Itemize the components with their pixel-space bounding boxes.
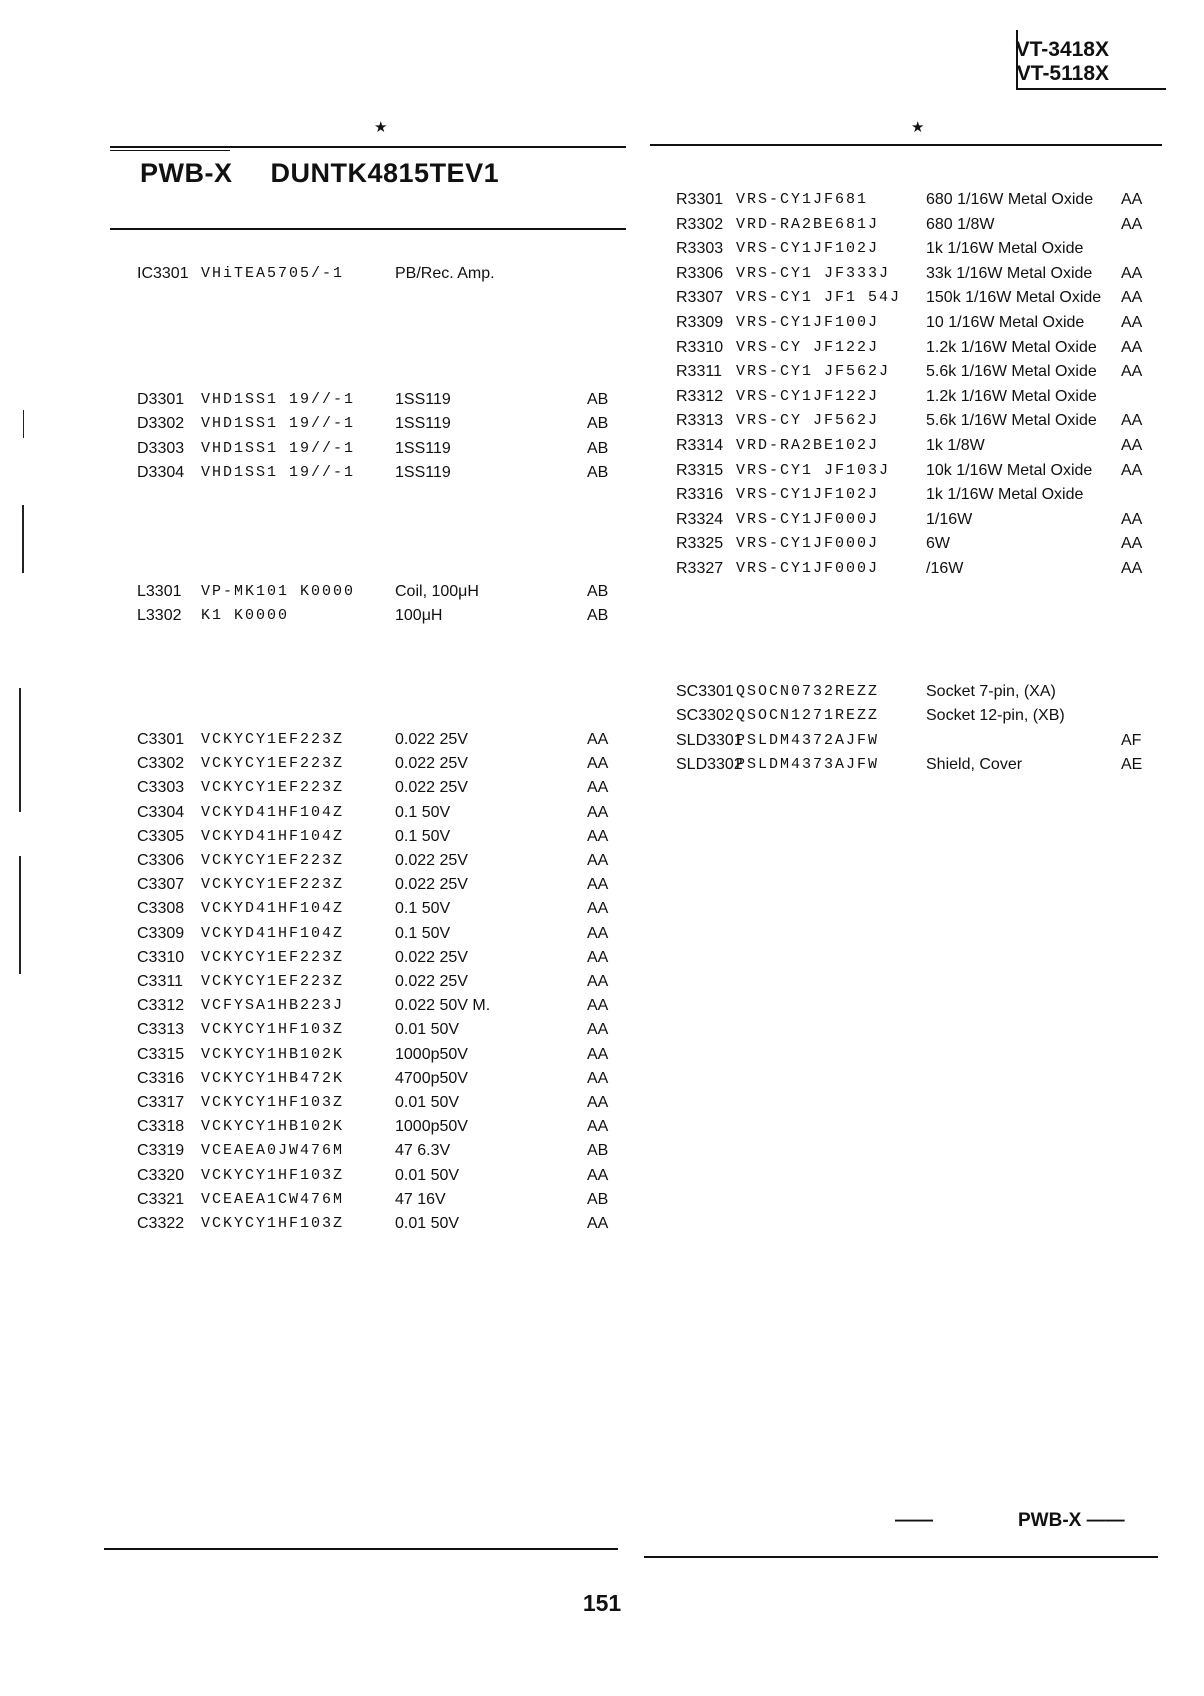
part-code: VHD1SS1 19//-1 <box>201 463 356 481</box>
part-code: VRS-CY1 JF103J <box>736 461 891 479</box>
part-price-rank: AB <box>587 583 609 600</box>
part-ref: R3302 <box>676 215 724 233</box>
page-number: 151 <box>582 1590 622 1616</box>
part-description: 0.1 50V <box>395 803 451 821</box>
part-code: VRD-RA2BE681J <box>736 215 880 233</box>
part-price-rank: AA <box>1121 363 1143 381</box>
part-description: 0.01 50V <box>395 1021 460 1039</box>
part-code: VRS-CY1JF102J <box>736 240 880 258</box>
part-code: VRS-CY1 JF1 54J <box>736 289 902 307</box>
part-code: VHD1SS1 19//-1 <box>201 439 356 457</box>
part-ref: C3305 <box>137 827 185 845</box>
part-ref: C3315 <box>137 1045 185 1063</box>
part-code: VCKYCY1HF103Z <box>201 1215 345 1232</box>
part-code: QSOCN0732REZZ <box>736 683 880 700</box>
part-ref: D3304 <box>137 463 185 481</box>
part-description: 0.022 25V <box>395 973 468 990</box>
part-ref: D3303 <box>137 439 185 457</box>
part-ref: R3312 <box>676 387 724 405</box>
part-code: VHD1SS1 19//-1 <box>201 415 356 433</box>
part-price-rank: AA <box>1121 338 1143 356</box>
footer-left-rule <box>104 1548 618 1550</box>
part-description: 0.1 50V <box>395 900 451 918</box>
part-price-rank: AA <box>587 924 609 942</box>
part-code: VCKYCY1HF103Z <box>201 1094 345 1111</box>
part-ref: L3301 <box>137 583 182 600</box>
left-column-top-rule <box>110 146 626 148</box>
left-column-top-rule-short <box>110 150 230 151</box>
part-price-rank: AA <box>587 779 609 797</box>
part-description: 5.6k 1/16W Metal Oxide <box>926 412 1097 430</box>
part-ref: C3304 <box>137 803 185 821</box>
part-description: 1k 1/8W <box>926 437 985 454</box>
part-code: VCKYCY1EF223Z <box>201 852 345 869</box>
model-number-1: VT-3418X <box>1015 38 1109 61</box>
part-price-rank: AA <box>587 1215 609 1232</box>
part-description: 4700p50V <box>395 1069 468 1087</box>
part-price-rank: AA <box>1121 412 1143 430</box>
part-code: VCKYD41HF104Z <box>201 827 345 845</box>
part-code: VCKYCY1HB102K <box>201 1045 345 1063</box>
part-description: Socket 7-pin, (XA) <box>926 683 1056 700</box>
part-code: VCKYD41HF104Z <box>201 900 345 918</box>
part-ref: C3318 <box>137 1118 185 1136</box>
part-price-rank: AA <box>1121 314 1143 331</box>
part-ref: SC3302 <box>676 707 734 725</box>
part-code: PSLDM4373AJFW <box>736 756 880 774</box>
part-code: K1 K0000 <box>201 607 290 625</box>
part-ref: C3303 <box>137 779 185 797</box>
part-price-rank: AA <box>1121 510 1143 528</box>
part-code: VRS-CY1JF681 <box>736 191 869 208</box>
part-description: 680 1/16W Metal Oxide <box>926 191 1094 208</box>
footer-right-rule <box>644 1556 1158 1558</box>
part-code: VHD1SS1 19//-1 <box>201 391 356 408</box>
part-description: 680 1/8W <box>926 215 995 233</box>
part-price-rank: AB <box>587 415 609 433</box>
part-price-rank: AA <box>587 973 609 990</box>
part-ref: R3307 <box>676 289 724 307</box>
part-ref: C3311 <box>137 973 183 990</box>
part-description: Coil, 100μH <box>395 583 479 600</box>
pwb-label: PWB-X <box>140 158 233 188</box>
part-ref: C3320 <box>137 1166 185 1184</box>
part-description: 0.022 25V <box>395 731 468 748</box>
part-description: 47 6.3V <box>395 1142 451 1160</box>
part-description: 0.01 50V <box>395 1215 460 1232</box>
star-marker-right: ★ <box>911 119 925 136</box>
part-ref: R3324 <box>676 510 724 528</box>
part-description: 150k 1/16W Metal Oxide <box>926 289 1102 307</box>
part-price-rank: AB <box>587 391 609 408</box>
part-ref: L3302 <box>137 607 182 625</box>
part-price-rank: AA <box>587 997 609 1015</box>
part-code: VRD-RA2BE102J <box>736 437 880 454</box>
part-ref: C3316 <box>137 1069 185 1087</box>
part-description: 1k 1/16W Metal Oxide <box>926 486 1084 504</box>
part-ref: C3308 <box>137 900 185 918</box>
part-ref: SLD3301 <box>676 731 743 749</box>
part-price-rank: AA <box>587 876 609 894</box>
part-price-rank: AA <box>587 852 609 869</box>
part-ref: R3325 <box>676 535 724 553</box>
part-description: 0.01 50V <box>395 1094 460 1111</box>
section-title <box>140 158 499 189</box>
margin-scan-mark <box>22 505 24 573</box>
part-ref: R3301 <box>676 191 724 208</box>
part-ref: R3306 <box>676 264 724 282</box>
part-code: VCEAEA0JW476M <box>201 1142 345 1160</box>
part-code: VCKYCY1EF223Z <box>201 731 345 748</box>
part-code: VCKYCY1HF103Z <box>201 1021 345 1039</box>
model-number-2: VT-5118X <box>1016 62 1109 85</box>
part-ref: R3313 <box>676 412 724 430</box>
part-code: VCKYD41HF104Z <box>201 924 345 942</box>
part-ref: R3316 <box>676 486 724 504</box>
part-ref: C3322 <box>137 1215 185 1232</box>
part-price-rank: AA <box>587 900 609 918</box>
part-description: 10 1/16W Metal Oxide <box>926 314 1085 331</box>
part-code: VRS-CY1 JF333J <box>736 264 891 282</box>
part-description: 100μH <box>395 607 443 625</box>
part-ref: C3302 <box>137 755 185 773</box>
part-price-rank: AA <box>1121 560 1143 577</box>
part-description: Socket 12-pin, (XB) <box>926 707 1065 725</box>
part-code: PSLDM4372AJFW <box>736 731 880 749</box>
part-price-rank: AA <box>1121 264 1143 282</box>
part-description: 1SS119 <box>395 415 451 433</box>
part-description: 1.2k 1/16W Metal Oxide <box>926 338 1097 356</box>
part-price-rank: AB <box>587 463 609 481</box>
part-code: VRS-CY JF562J <box>736 412 880 430</box>
part-code: VCKYD41HF104Z <box>201 803 345 821</box>
part-description: 1/16W <box>926 510 973 528</box>
part-description: 0.1 50V <box>395 924 451 942</box>
part-description: 1SS119 <box>395 463 451 481</box>
right-column-top-rule <box>650 144 1162 146</box>
part-price-rank: AB <box>587 1190 609 1208</box>
part-price-rank: AA <box>587 1094 609 1111</box>
margin-scan-mark <box>19 688 21 812</box>
part-price-rank: AF <box>1121 731 1142 749</box>
part-code: VCKYCY1EF223Z <box>201 948 345 966</box>
part-code: VCKYCY1HF103Z <box>201 1166 345 1184</box>
part-description: 0.022 25V <box>395 948 468 966</box>
part-code: VCKYCY1HB102K <box>201 1118 345 1136</box>
part-description: 1000p50V <box>395 1118 468 1136</box>
part-code: VRS-CY1JF100J <box>736 314 880 331</box>
part-code: VRS-CY1JF000J <box>736 535 880 553</box>
part-description: 0.022 25V <box>395 876 468 894</box>
part-ref: R3310 <box>676 338 724 356</box>
part-price-rank: AA <box>1121 289 1143 307</box>
footer-dash-left: —— <box>895 1510 933 1531</box>
part-description: 10k 1/16W Metal Oxide <box>926 461 1093 479</box>
part-description: 1SS119 <box>395 439 451 457</box>
margin-scan-mark <box>19 856 21 974</box>
part-ref: D3301 <box>137 391 185 408</box>
part-price-rank: AB <box>587 1142 609 1160</box>
part-description: 0.1 50V <box>395 827 451 845</box>
part-code: VP-MK101 K0000 <box>201 583 356 600</box>
unit-code: DUNTK4815TEV1 <box>270 158 500 188</box>
part-price-rank: AA <box>1121 215 1143 233</box>
part-price-rank: AA <box>587 1045 609 1063</box>
star-marker-left: ★ <box>374 119 388 136</box>
part-price-rank: AA <box>1121 461 1143 479</box>
part-description: 0.022 50V M. <box>395 997 491 1015</box>
part-ref: C3317 <box>137 1094 185 1111</box>
part-ref: C3307 <box>137 876 185 894</box>
part-description: 0.022 25V <box>395 755 468 773</box>
part-description: 6W <box>926 535 950 553</box>
part-code: VRS-CY1 JF562J <box>736 363 891 381</box>
part-code: VHiTEA5705/-1 <box>201 265 345 282</box>
part-description: 0.022 25V <box>395 852 468 869</box>
part-ref: R3315 <box>676 461 724 479</box>
part-code: VCEAEA1CW476M <box>201 1190 345 1208</box>
part-description: 1000p50V <box>395 1045 468 1063</box>
part-code: VRS-CY JF122J <box>736 338 880 356</box>
part-ref: R3303 <box>676 240 724 258</box>
part-code: VCKYCY1EF223Z <box>201 973 345 990</box>
part-code: VCKYCY1EF223Z <box>201 755 345 773</box>
part-code: VRS-CY1JF102J <box>736 486 880 504</box>
part-ref: R3309 <box>676 314 724 331</box>
part-code: VCKYCY1EF223Z <box>201 779 345 797</box>
part-description: 1SS119 <box>395 391 451 408</box>
part-price-rank: AA <box>1121 437 1143 454</box>
part-price-rank: AB <box>587 607 609 625</box>
part-price-rank: AA <box>587 827 609 845</box>
part-ref: SC3301 <box>676 683 734 700</box>
margin-scan-mark <box>23 410 24 438</box>
part-code: VRS-CY1JF122J <box>736 387 880 405</box>
part-ref: IC3301 <box>137 265 189 282</box>
part-price-rank: AA <box>587 1118 609 1136</box>
part-price-rank: AE <box>1121 756 1143 774</box>
footer-pwb-label: PWB-X —— <box>1018 1510 1125 1531</box>
part-price-rank: AB <box>587 439 609 457</box>
part-ref: C3319 <box>137 1142 185 1160</box>
part-description: 0.01 50V <box>395 1166 460 1184</box>
part-price-rank: AA <box>587 803 609 821</box>
part-ref: C3306 <box>137 852 185 869</box>
part-description: 47 16V <box>395 1190 446 1208</box>
part-price-rank: AA <box>587 1166 609 1184</box>
part-ref: SLD3302 <box>676 756 743 774</box>
part-code: VRS-CY1JF000J <box>736 560 880 577</box>
part-code: QSOCN1271REZZ <box>736 707 880 725</box>
part-ref: C3310 <box>137 948 185 966</box>
part-description: 0.022 25V <box>395 779 468 797</box>
part-ref: R3327 <box>676 560 724 577</box>
part-description: 5.6k 1/16W Metal Oxide <box>926 363 1097 381</box>
part-ref: C3313 <box>137 1021 185 1039</box>
part-price-rank: AA <box>587 755 609 773</box>
part-code: VCFYSA1HB223J <box>201 997 345 1015</box>
part-ref: C3301 <box>137 731 185 748</box>
part-code: VCKYCY1EF223Z <box>201 876 345 894</box>
part-description: Shield, Cover <box>926 756 1023 774</box>
part-ref: C3312 <box>137 997 185 1015</box>
part-price-rank: AA <box>587 948 609 966</box>
title-underline <box>110 228 626 230</box>
part-ref: R3311 <box>676 363 722 381</box>
part-price-rank: AA <box>1121 535 1143 553</box>
part-price-rank: AA <box>587 731 609 748</box>
header-box-bottom-rule <box>1016 88 1166 90</box>
part-code: VRS-CY1JF000J <box>736 510 880 528</box>
part-description: 1.2k 1/16W Metal Oxide <box>926 387 1097 405</box>
part-ref: C3321 <box>137 1190 185 1208</box>
part-ref: R3314 <box>676 437 724 454</box>
part-price-rank: AA <box>587 1069 609 1087</box>
part-ref: D3302 <box>137 415 185 433</box>
part-code: VCKYCY1HB472K <box>201 1069 345 1087</box>
part-description: 33k 1/16W Metal Oxide <box>926 264 1093 282</box>
part-description: 1k 1/16W Metal Oxide <box>926 240 1084 258</box>
part-price-rank: AA <box>587 1021 609 1039</box>
part-price-rank: AA <box>1121 191 1143 208</box>
part-ref: C3309 <box>137 924 185 942</box>
part-description: PB/Rec. Amp. <box>395 265 495 282</box>
part-description: /16W <box>926 560 964 577</box>
